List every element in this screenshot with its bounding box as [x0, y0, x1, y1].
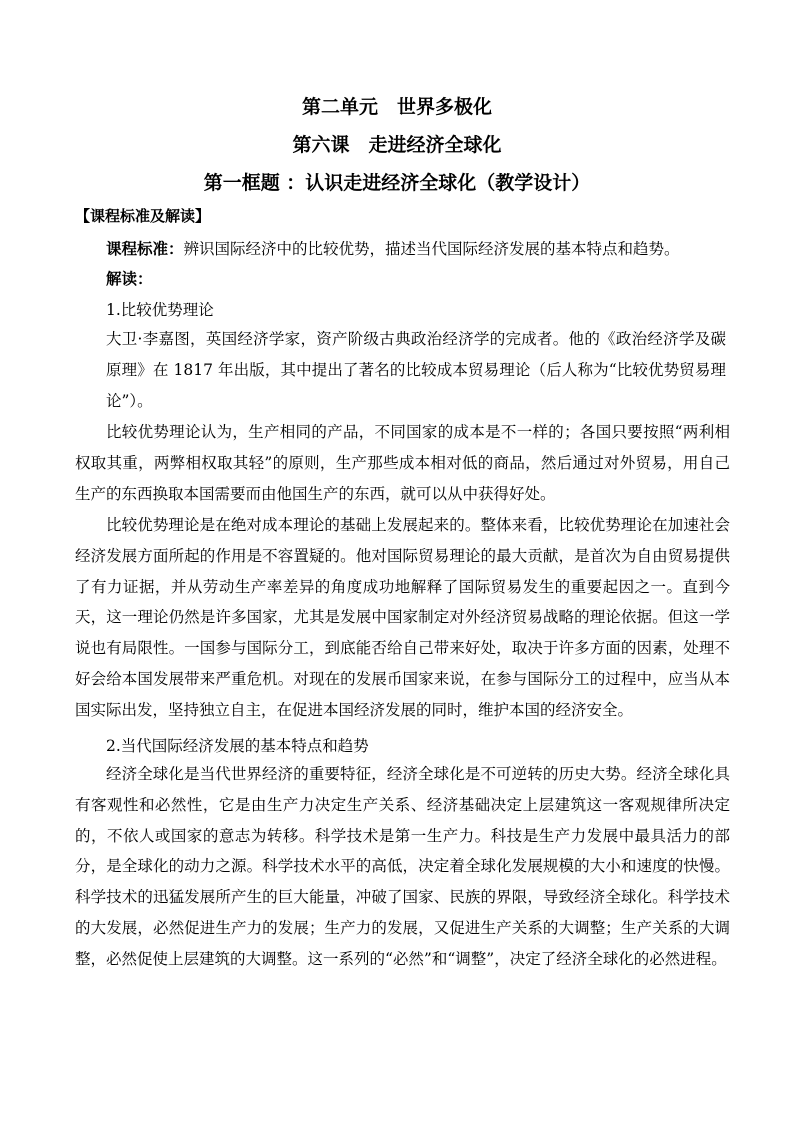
point1-paragraph-1: 比较优势理论认为，生产相同的产品，不同国家的成本是不一样的；各国只要按照“两利相权取其重，两弊相权取其轻”的原则，生产那些成本相对低的商品，然后通过对外贸易，用自己生产的东西换取本国需要而由他国生产的东西，就可以从中获得好处。: [75, 423, 730, 503]
standard-label: 课程标准：: [106, 240, 184, 258]
point1-paragraph-2: 比较优势理论是在绝对成本理论的基础上发展起来的。整体来看，比较优势理论在加速社会经济发展方面所起的作用是不容置疑的。他对国际贸易理论的最大贡献，是首次为自由贸易提供了有力证据，并从劳动生产率差异的角度成功地解释了国际贸易发生的重要起因之一。直到今天，这一理论仍然是许多国家，尤其是发展中国家制定对外经济贸易战略的理论依据。但这一学说也有局限性。一国参与国际分工，到底能否给自己带来好处，取决于许多方面的因素，处理不好会给本国发展带来严重危机。对现在的发展币国家来说，在参与国际分工的过程中，应当从本国实际出发，坚持独立自主，在促进本国经济发展的同时，维护本国的经济安全。: [75, 516, 730, 719]
point2-paragraph-1: 经济全球化是当代世界经济的重要特征，经济全球化是不可逆转的历史大势。经济全球化具有客观性和必然性，它是由生产力决定生产关系、经济基础决定上层建筑这一客观规律所决定的，不依人或国家的意志为转移。科学技术是第一生产力。科技是生产力发展中最具活力的部分，是全球化的动力之源。科学技术水平的高低，决定着全球化发展规模的大小和速度的快慢。科学技术的迅猛发展所产生的巨大能量，冲破了国家、民族的界限，导致经济全球化。科学技术的大发展，必然促进生产力的发展；生产力的发展，又促进生产关系的大调整；生产关系的大调整，必然促使上层建筑的大调整。这一系列的“必然”和“调整”，决定了经济全球化的必然进程。: [75, 765, 730, 968]
lesson-title: 第六课 走进经济全球化: [292, 134, 502, 156]
frame-title: 第一框题 ：认识走进经济全球化（教学设计）: [203, 172, 591, 194]
point1-intro: 大卫·李嘉图，英国经济学家，资产阶级古典政治经济学的完成者。他的《政治经济学及碳原理》在 1817 年出版，其中提出了著名的比较成本贸易理论（后人称为“比较优势贸易理论”）。: [106, 330, 726, 410]
curriculum-standard-line: [106, 237, 680, 261]
section-heading: 【课程标准及解读】: [75, 207, 211, 225]
standard-text: 辨识国际经济中的比较优势，描述当代国际经济发展的基本特点和趋势。: [183, 240, 680, 258]
interpretation-label: 解读：: [106, 270, 153, 288]
point2-heading: 2.当代国际经济发展的基本特点和趋势: [106, 737, 369, 755]
unit-title: 第二单元 世界多极化: [301, 96, 492, 118]
point1-heading: 1.比较优势理论: [106, 301, 214, 319]
